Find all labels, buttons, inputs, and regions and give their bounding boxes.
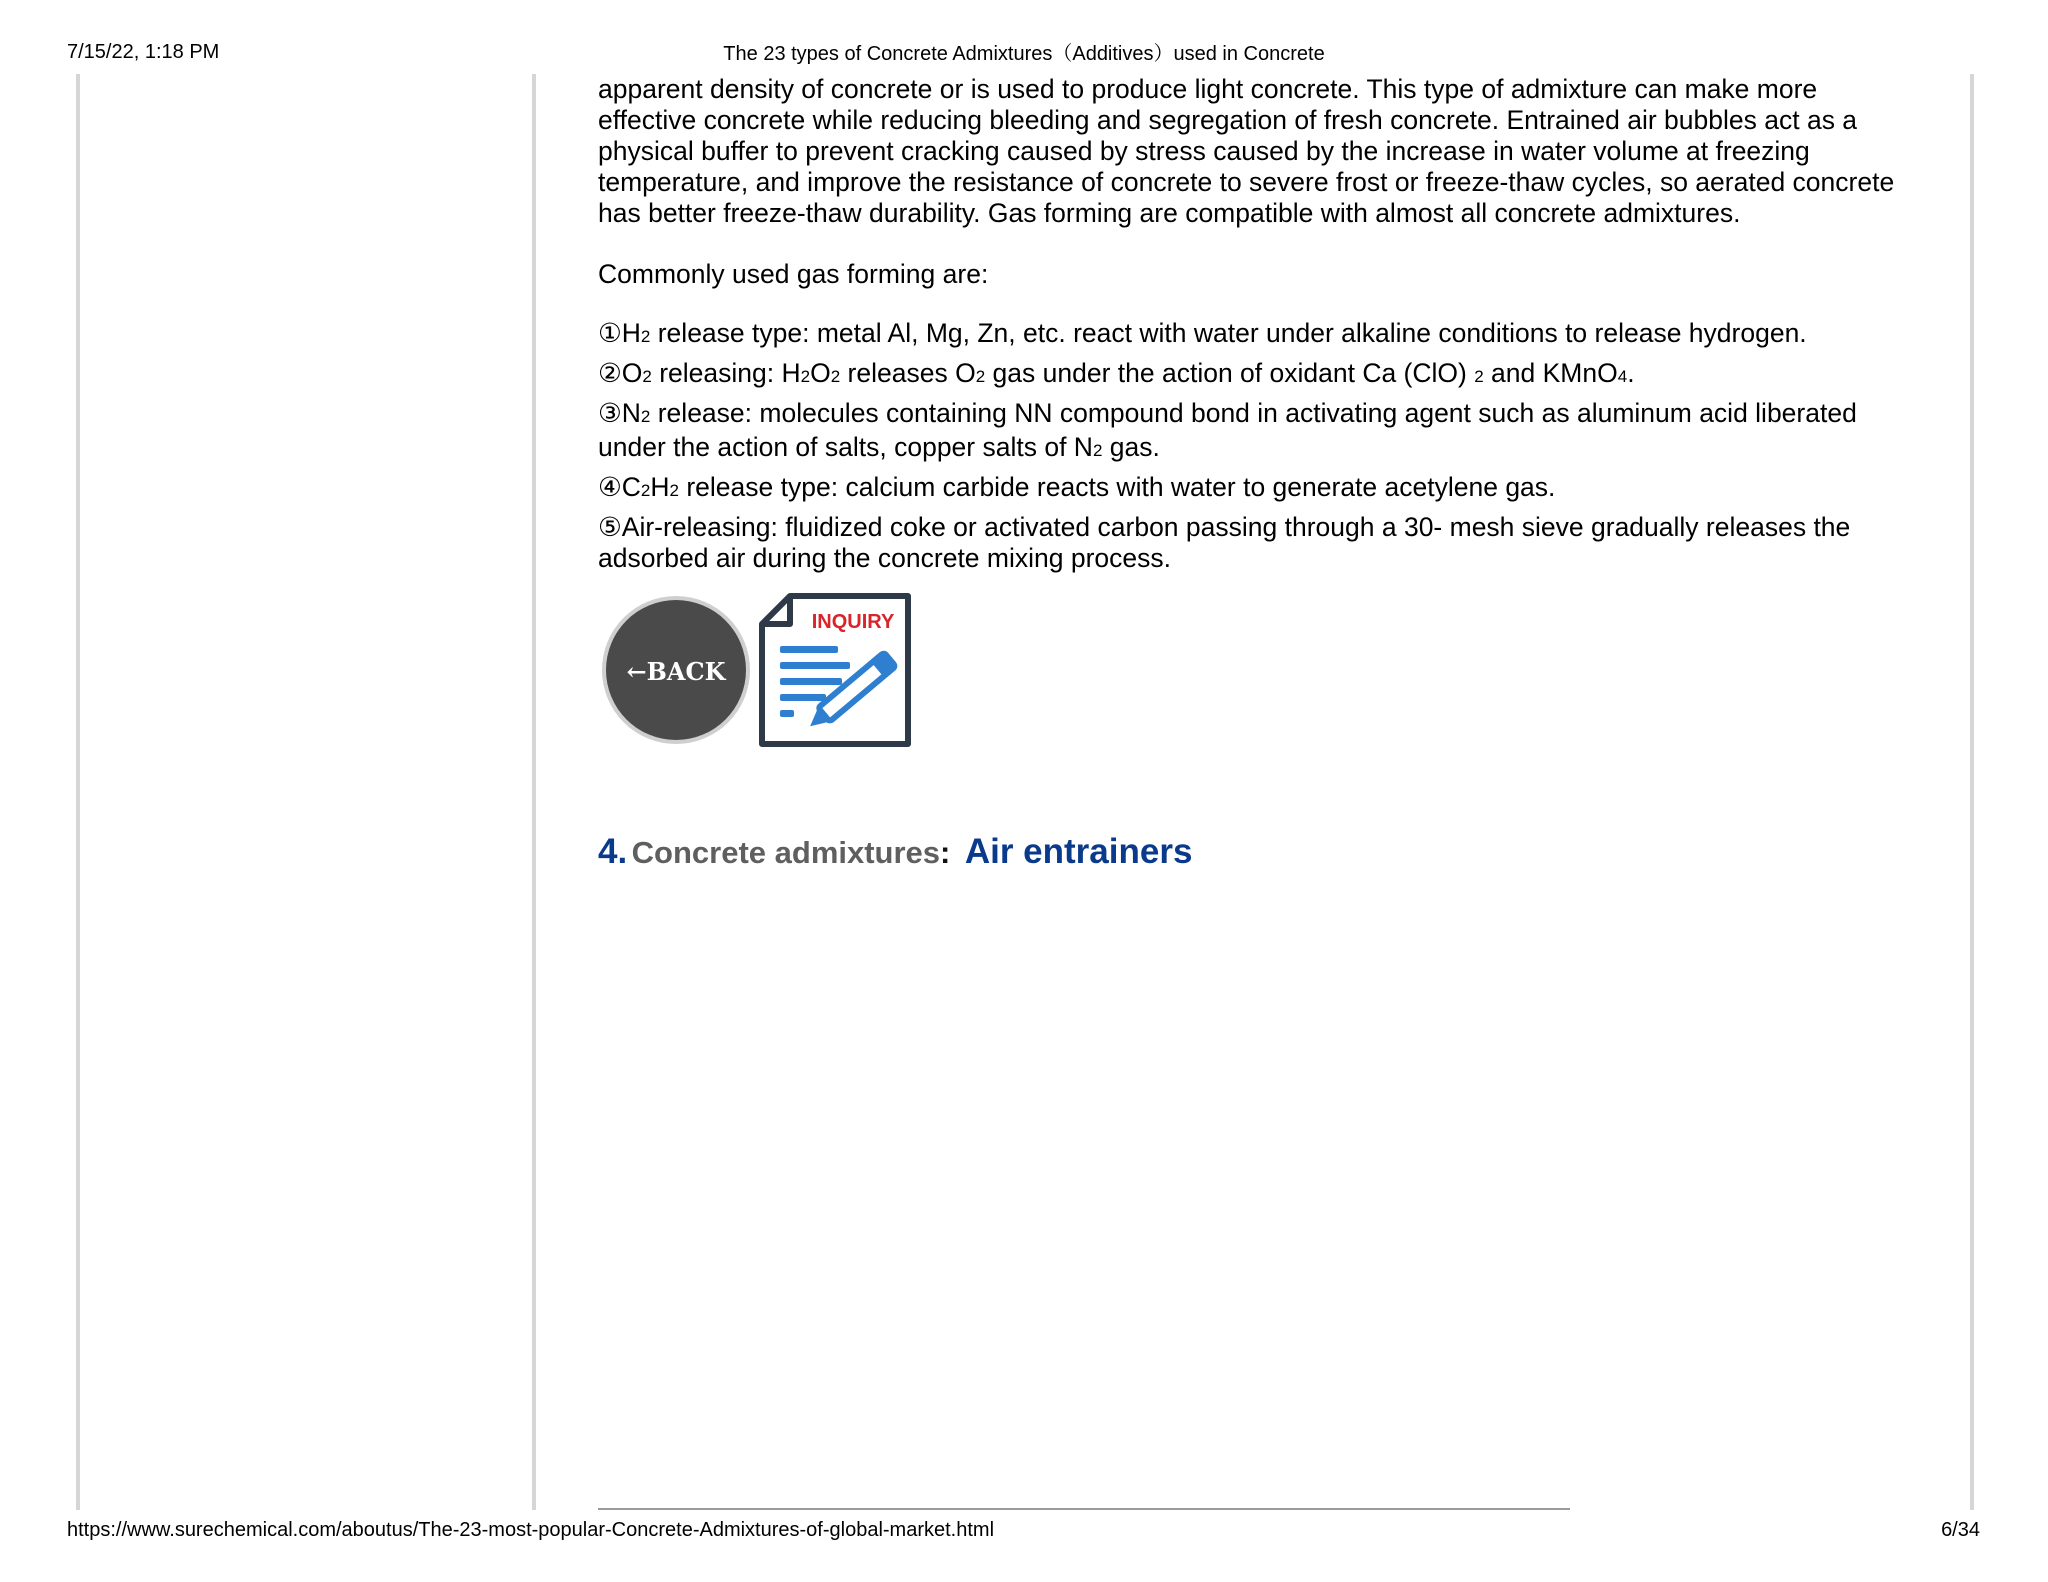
back-label: ←BACK bbox=[626, 657, 726, 686]
back-button[interactable] bbox=[600, 594, 752, 746]
inquiry-document-icon bbox=[758, 590, 918, 750]
intro-paragraph: apparent density of concrete or is used to produce light concrete. This type of admixture can make more effective concrete while reducing bleeding and segregation of fresh concrete. Entrained air bubbles act as a physical buffer to prevent cracking caused by stress caused by the increase in water volume at freezing temperature, and improve the resistance of concrete to severe frost or freeze-thaw cycles, so aerated concrete has better freeze-thaw durability. Gas forming are compatible with almost all concrete admixtures. bbox=[598, 74, 1895, 228]
list-item: ④C2H2 release type: calcium carbide reacts with water to generate acetylene gas. bbox=[598, 472, 1556, 502]
left-border-line bbox=[76, 74, 80, 1510]
inquiry-label: INQUIRY bbox=[811, 611, 895, 633]
page-number: 6/34 bbox=[1941, 1519, 1980, 1541]
right-border-line bbox=[1970, 74, 1974, 1510]
gas-forming-lead: Commonly used gas forming are: bbox=[598, 259, 989, 289]
list-item: ③N2 release: molecules containing NN compound bond in activating agent such as aluminum acid liberated under the action of salts, copper salts of N2 gas. bbox=[598, 398, 1857, 462]
page-title: The 23 types of Concrete Admixtures（Additives）used in Concrete bbox=[723, 43, 1325, 65]
back-circle-icon bbox=[600, 594, 752, 746]
section-colon: : bbox=[940, 835, 951, 870]
article-body bbox=[598, 74, 1898, 580]
list-item: ⑤Air-releasing: fluidized coke or activated carbon passing through a 30- mesh sieve gradually releases the adsorbed air during the concrete mixing process. bbox=[598, 512, 1851, 573]
list-item: ①H2 release type: metal Al, Mg, Zn, etc. react with water under alkaline conditions to release hydrogen. bbox=[598, 318, 1807, 348]
divider bbox=[598, 1508, 1570, 1510]
section-label: Concrete admixtures bbox=[631, 835, 941, 870]
inquiry-button[interactable] bbox=[758, 590, 918, 750]
section-heading bbox=[598, 832, 1192, 872]
column-divider-line bbox=[532, 74, 536, 1510]
section-number: 4. bbox=[598, 832, 628, 871]
print-datetime: 7/15/22, 1:18 PM bbox=[67, 41, 220, 63]
list-item: ②O2 releasing: H2O2 releases O2 gas under the action of oxidant Ca (ClO) 2 and KMnO4. bbox=[598, 358, 1635, 388]
page-url: https://www.surechemical.com/aboutus/The-23-most-popular-Concrete-Admixtures-of-global-market.html bbox=[67, 1519, 995, 1541]
section-title: Air entrainers bbox=[964, 832, 1193, 871]
